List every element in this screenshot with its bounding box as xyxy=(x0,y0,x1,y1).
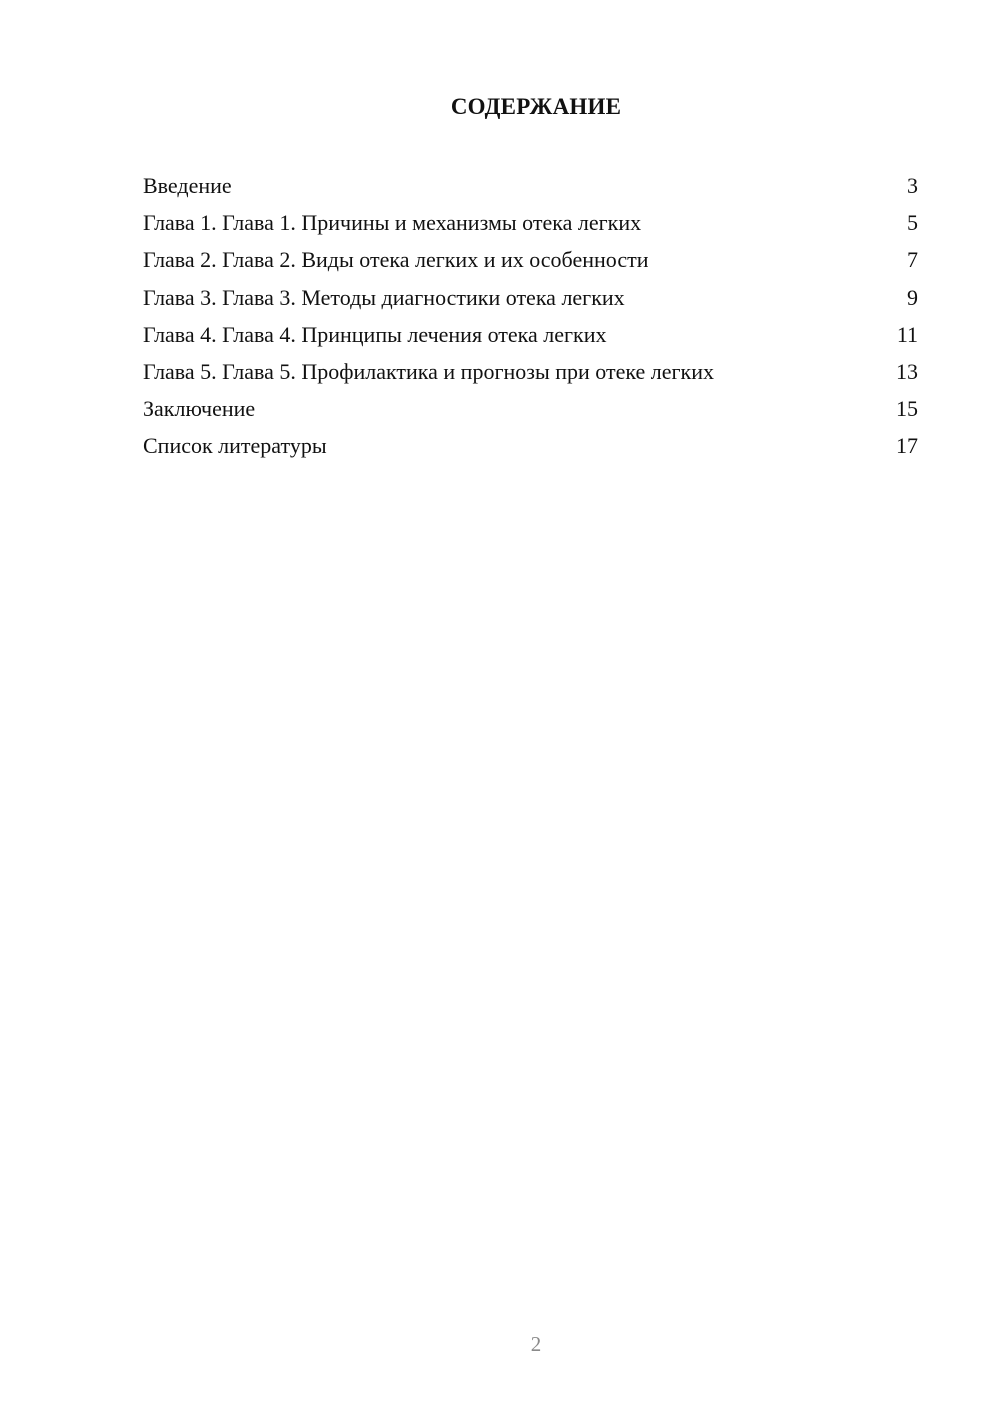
toc-entry-label: Введение xyxy=(143,173,232,198)
toc-entry-chapter-4 xyxy=(143,316,918,353)
toc-entry-chapter-3 xyxy=(143,279,918,316)
toc-entry-page: 3 xyxy=(907,173,918,198)
toc-entry-label: Список литературы xyxy=(143,433,327,459)
toc-entry-conclusion xyxy=(143,390,918,427)
toc-entry-chapter-5 xyxy=(143,353,918,390)
toc-entry-page: 5 xyxy=(907,210,918,236)
toc-entry-label: Заключение xyxy=(143,396,256,422)
toc-entry-chapter-1 xyxy=(143,204,918,241)
toc-entry-page: 7 xyxy=(907,247,918,273)
page-number: 2 xyxy=(530,1332,542,1356)
toc-entry-chapter-2 xyxy=(143,241,918,278)
toc-entry-page: 17 xyxy=(896,433,918,459)
toc-entry-label: Глава 1. Глава 1. Причины и механизмы отека легких xyxy=(143,210,642,236)
toc-entry-label: Глава 5. Глава 5. Профилактика и прогнозы при отеке легких xyxy=(143,358,714,384)
toc-entry-label: Глава 2. Глава 2. Виды отека легких и их особенности xyxy=(143,247,649,273)
toc-entry-label: Глава 3. Глава 3. Методы диагностики отека легких xyxy=(143,284,625,310)
toc-entry-page: 13 xyxy=(896,358,918,384)
table-of-contents xyxy=(143,167,918,465)
toc-entry-references xyxy=(143,427,918,464)
toc-entry-introduction xyxy=(143,167,918,204)
toc-entry-page: 9 xyxy=(907,284,918,310)
page-title: СОДЕРЖАНИЕ xyxy=(450,94,622,119)
toc-entry-page: 11 xyxy=(896,321,918,347)
toc-entry-page: 15 xyxy=(896,396,918,422)
toc-entry-label: Глава 4. Глава 4. Принципы лечения отека легких xyxy=(143,321,607,347)
